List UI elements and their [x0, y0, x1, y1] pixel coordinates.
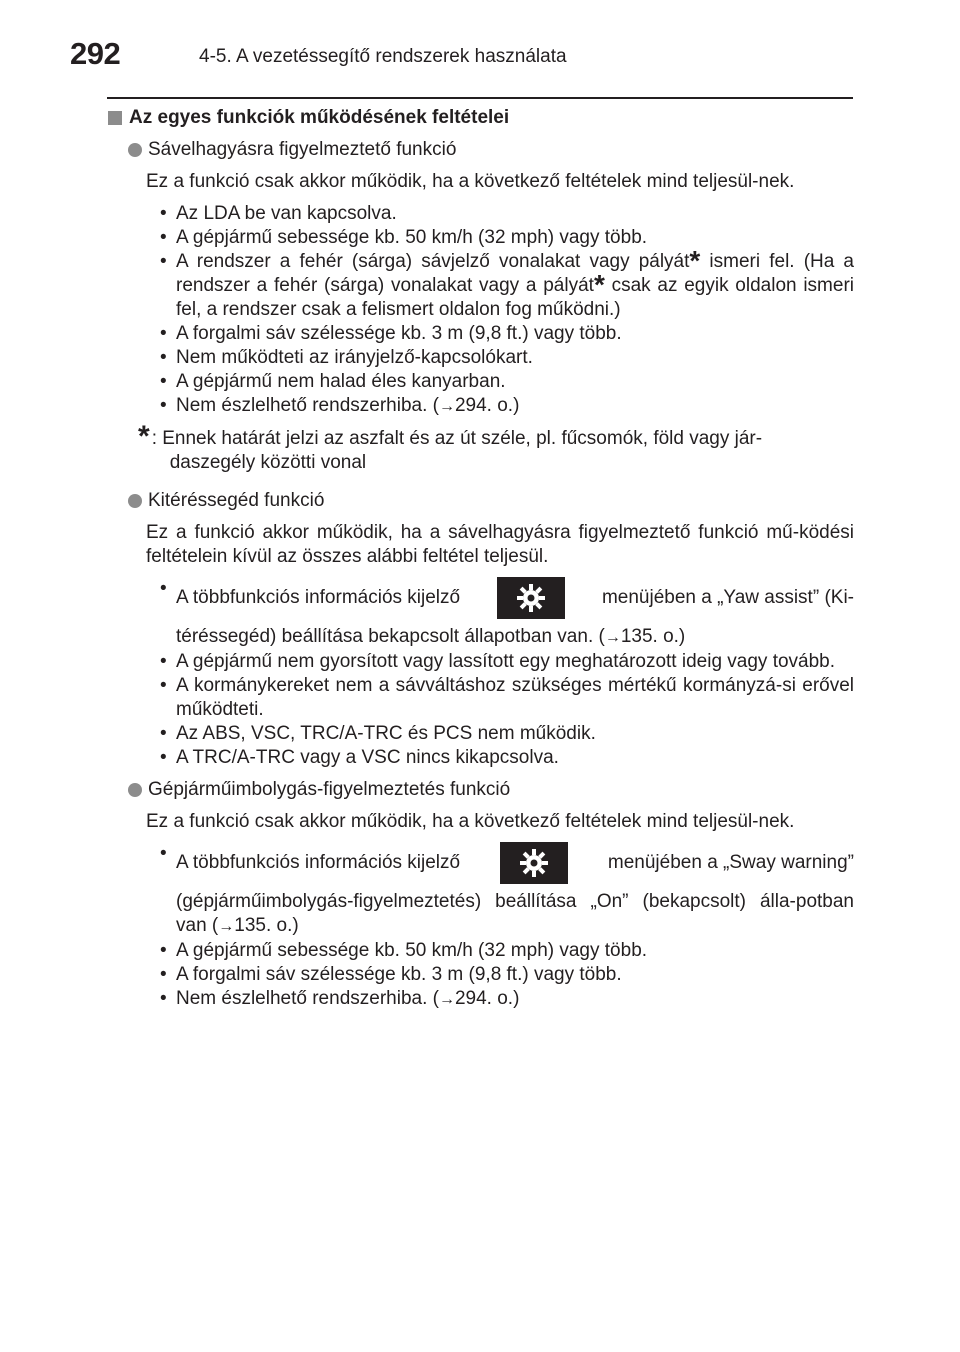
page-reference: 135. o.) [234, 915, 299, 936]
list-item: • A forgalmi sáv szélessége kb. 3 m (9,8 ft.) vagy több. [176, 963, 854, 987]
lda-title: Sávelhagyásra figyelmeztető funkció [148, 139, 457, 160]
settings-gear-icon [497, 577, 565, 619]
page-reference: 135. o.) [620, 626, 686, 647]
section-heading [108, 106, 854, 130]
list-item: • A TRC/A-TRC vagy a VSC nincs kikapcsolva. [176, 746, 854, 770]
list-item: • Az LDA be van kapcsolva. [176, 202, 854, 226]
settings-gear-icon [500, 842, 568, 884]
page-header [70, 36, 870, 76]
lda-conditions-list [108, 202, 854, 419]
list-item: • Nem észlelhető rendszerhiba. (→294. o.) [176, 394, 854, 419]
list-item: • Az ABS, VSC, TRC/A-TRC és PCS nem működik. [176, 722, 854, 746]
list-item: • A forgalmi sáv szélessége kb. 3 m (9,8 ft.) vagy több. [176, 322, 854, 346]
footnote-star: * [689, 245, 701, 276]
page-reference: 294. o.) [454, 988, 520, 1009]
list-item: • A többfunkciós információs kijelző menüjében a „Yaw assist” (Ki- téréssegéd) beállítása bekapcsolt állapotban van. (→135. o.) [176, 577, 854, 650]
sway-title: Gépjárműimbolygás-figyelmeztetés funkció [148, 779, 511, 800]
sway-intro: Ez a funkció csak akkor működik, ha a következő feltételek mind teljesül-nek. [146, 811, 795, 832]
yaw-conditions-list [108, 577, 854, 770]
yaw-intro: Ez a funkció akkor működik, ha a sávelhagyásra figyelmeztető funkció mű-ködési feltételein kívül az összes alábbi feltétel teljesül. [146, 522, 854, 567]
footnote-star: * [138, 420, 150, 453]
list-item: • Nem észlelhető rendszerhiba. (→294. o.) [176, 987, 854, 1012]
section-title: Az egyes funkciók működésének feltételei [129, 107, 510, 128]
list-item: • A rendszer a fehér (sárga) sávjelző vonalakat vagy pályát* ismeri fel. (Ha a rendszer a fehér (sárga) vonalakat vagy a pályát* csak az egyik oldalon ismeri fel, a rendszer csak a felismert oldalon fog működni.) [176, 250, 854, 322]
subsection-heading-sway [108, 778, 854, 802]
arrow-icon: → [438, 398, 455, 415]
page-content [108, 106, 854, 1012]
gear-icon [518, 847, 550, 879]
subsection-heading-yaw [108, 489, 854, 513]
arrow-icon: → [218, 918, 235, 935]
list-item: • A gépjármű sebessége kb. 50 km/h (32 mph) vagy több. [176, 939, 854, 963]
circle-bullet-icon [128, 494, 142, 508]
footnote-text: : Ennek határát jelzi az aszfalt és az út széle, pl. fűcsomók, föld vagy jár- [151, 428, 763, 449]
arrow-icon: → [438, 991, 455, 1008]
arrow-icon: → [604, 629, 621, 646]
subsection-heading-lda [108, 138, 854, 162]
sway-conditions-list [108, 842, 854, 1012]
yaw-title: Kitéréssegéd funkció [148, 490, 325, 511]
square-bullet-icon [108, 111, 122, 125]
list-item: • A gépjármű sebessége kb. 50 km/h (32 mph) vagy több. [176, 226, 854, 250]
header-rule [107, 97, 853, 99]
page-number: 292 [70, 36, 121, 71]
circle-bullet-icon [128, 143, 142, 157]
list-item: • A kormánykereket nem a sávváltáshoz szükséges mértékű kormányzá-si erővel működteti. [176, 674, 854, 722]
lda-intro: Ez a funkció csak akkor működik, ha a következő feltételek mind teljesül-nek. [146, 171, 795, 192]
footnote [138, 420, 854, 475]
list-item: • A gépjármű nem gyorsított vagy lassított egy meghatározott ideig vagy tovább. [176, 650, 854, 674]
page-reference: 294. o.) [454, 395, 520, 416]
gear-icon [515, 582, 547, 614]
list-item: • A gépjármű nem halad éles kanyarban. [176, 370, 854, 394]
footnote-star: * [593, 269, 605, 300]
chapter-title: 4-5. A vezetéssegítő rendszerek használata [199, 46, 567, 67]
list-item: • A többfunkciós információs kijelző menüjében a „Sway warning” (gépjárműimbolygás-figyelmeztetés) beállítása „On” (bekapcsolt) álla-potban van (→135. o.) [176, 842, 854, 939]
footnote-text-cont: daszegély közötti vonal [169, 452, 367, 473]
circle-bullet-icon [128, 783, 142, 797]
list-item: • Nem működteti az irányjelző-kapcsolókart. [176, 346, 854, 370]
